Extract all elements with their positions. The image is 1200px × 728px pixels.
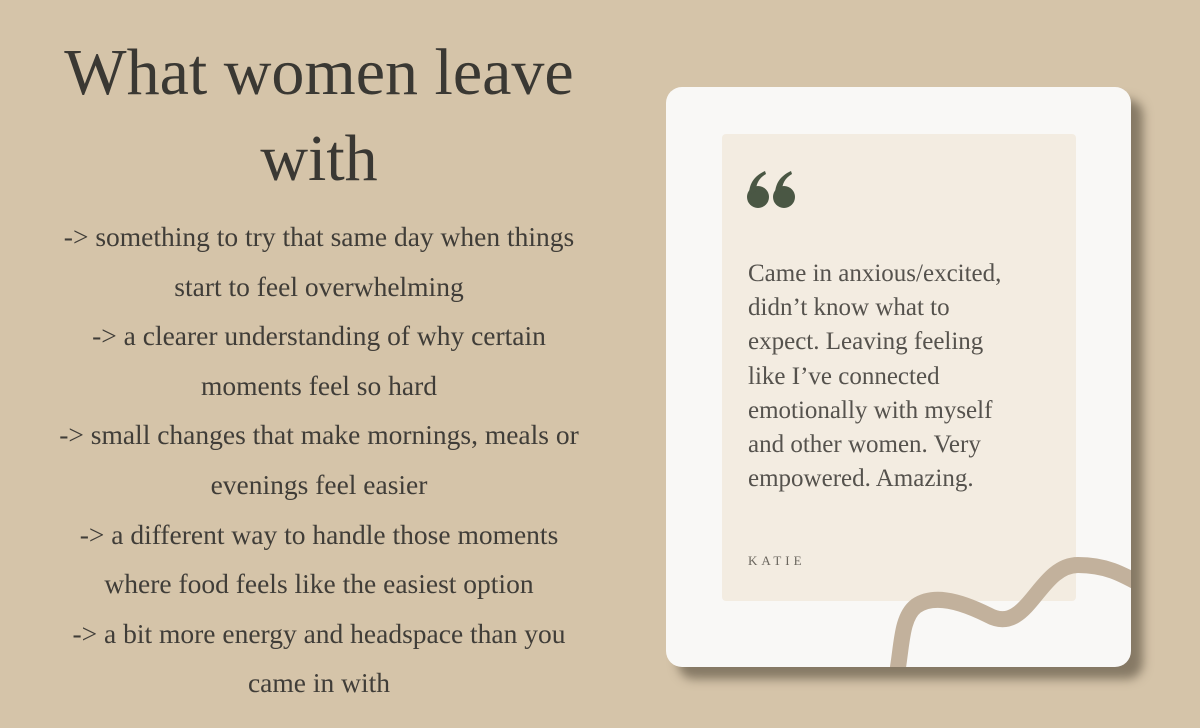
benefit-item xyxy=(14,609,624,708)
benefit-text: moments feel so hard xyxy=(201,369,437,401)
benefit-text: came in with xyxy=(247,667,391,699)
quote-line: like I’ve connected xyxy=(748,362,940,390)
benefit-text: -> something to try that same day when things xyxy=(63,221,575,252)
benefit-text: -> a bit more energy and headspace than you xyxy=(72,617,566,649)
benefit-text: evenings feel easier xyxy=(210,468,428,500)
quote-line: empowered. Amazing. xyxy=(748,465,974,493)
testimonial-quote xyxy=(748,257,1068,496)
benefit-item xyxy=(14,510,624,609)
benefit-text: -> a clearer understanding of why certain xyxy=(92,320,546,352)
quote-line: emotionally with myself xyxy=(748,396,993,424)
heading-line-1: What women leave xyxy=(64,36,574,109)
quote-line: expect. Leaving feeling xyxy=(748,328,984,356)
benefit-text: -> a different way to handle those moments xyxy=(79,518,559,550)
benefit-text: where food feels like the easiest option xyxy=(104,568,534,600)
quote-line: and other women. Very xyxy=(748,431,981,459)
benefits-list xyxy=(14,212,624,708)
testimonial-card xyxy=(666,87,1131,667)
quote-line: Came in anxious/excited, xyxy=(748,260,1002,287)
benefit-item xyxy=(14,410,624,509)
quote-line: didn’t know what to xyxy=(748,294,950,322)
section-heading xyxy=(20,30,618,202)
testimonial-author: KATIE xyxy=(748,553,806,568)
benefit-text: -> small changes that make mornings, meals or xyxy=(59,419,579,451)
quote-mark-icon xyxy=(746,169,798,209)
benefit-item xyxy=(14,212,624,311)
heading-line-2: with xyxy=(260,122,378,195)
benefit-text: start to feel overwhelming xyxy=(174,270,464,302)
benefit-item xyxy=(14,311,624,410)
